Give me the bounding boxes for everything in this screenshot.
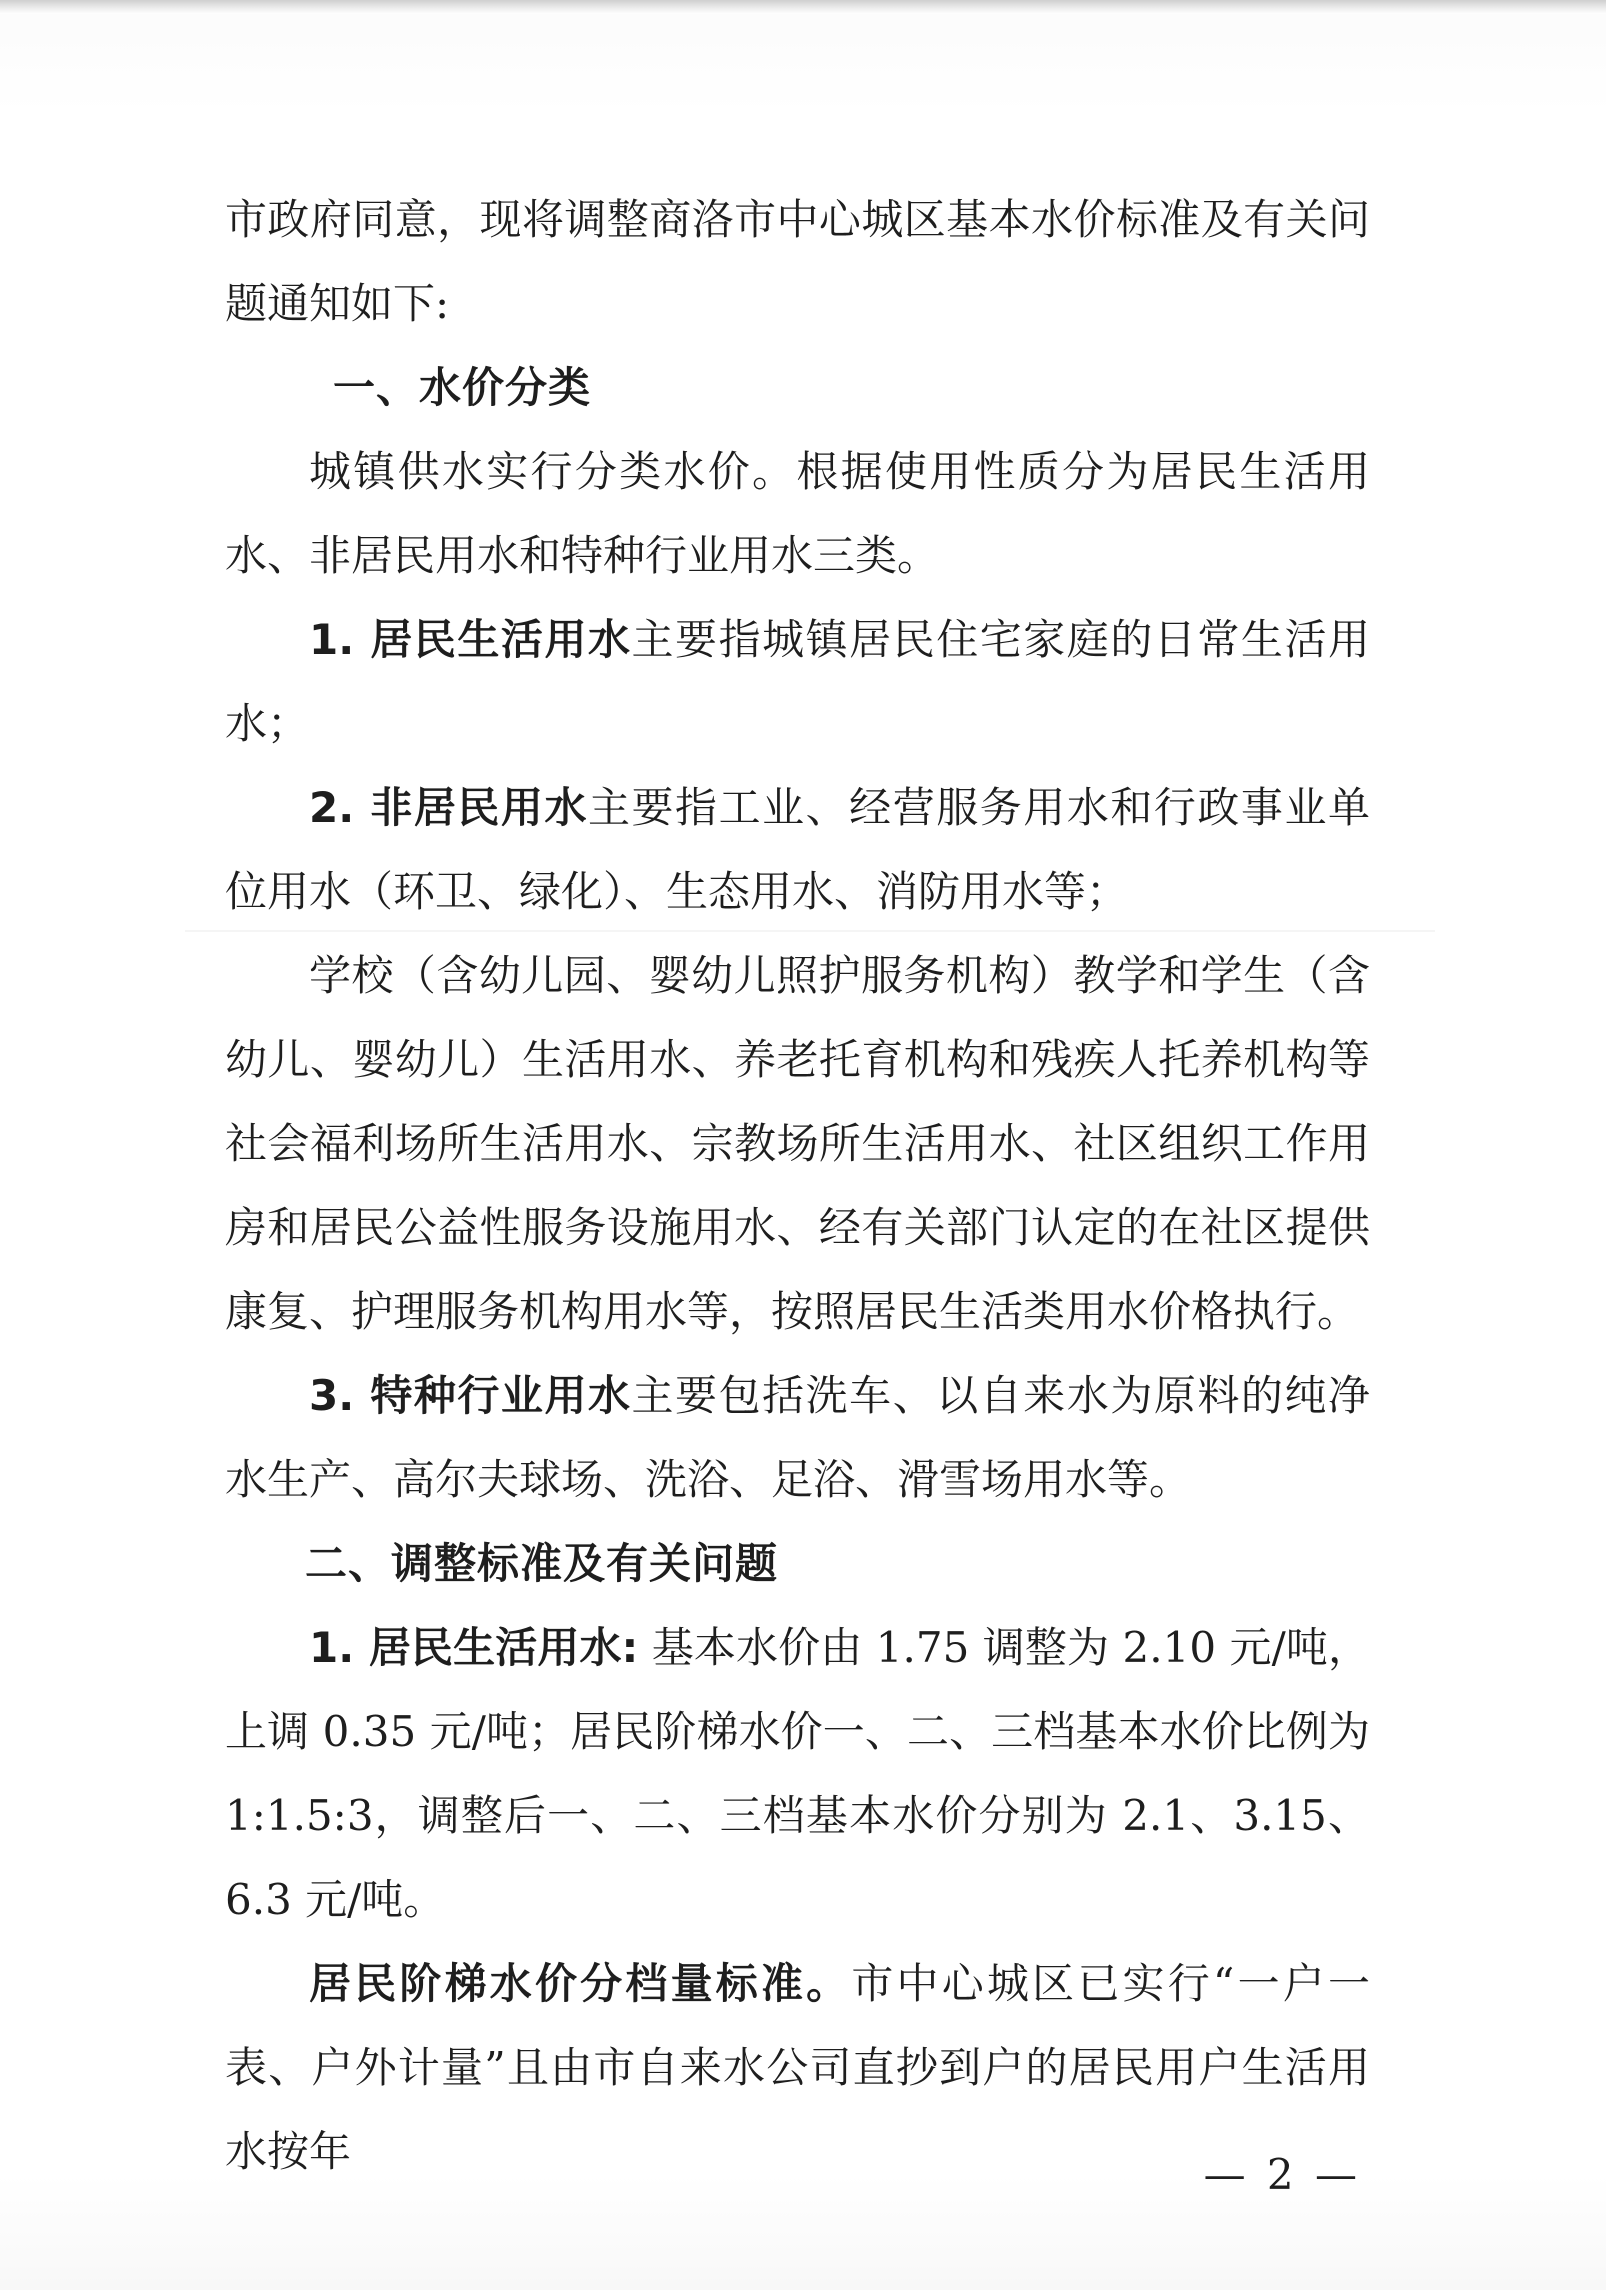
section-heading-adjustment-standards: 二、调整标准及有关问题 — [305, 1539, 779, 1588]
section-heading-water-price-classification: 一、水价分类 — [333, 363, 592, 412]
scan-top-edge — [0, 0, 1606, 14]
paragraph-intro: 市政府同意，现将调整商洛市中心城区基本水价标准及有关问题通知如下: — [225, 195, 1370, 328]
item-special-industry-lead: 3. 特种行业用水 — [309, 1371, 632, 1420]
item-residential-water — [225, 598, 1370, 766]
tier-volume-lead: 居民阶梯水价分档量标准。 — [309, 1959, 852, 2008]
item-residential-text: 主要指城镇居民住宅家庭的日常生活用水； — [225, 615, 1370, 748]
standard-residential-lead: 1. 居民生活用水: — [309, 1623, 639, 1672]
tier-volume-standard — [225, 1942, 1370, 2194]
item-non-residential-lead: 2. 非居民用水 — [309, 783, 588, 832]
item-residential-lead: 1. 居民生活用水 — [309, 615, 632, 664]
tier-volume-text: 市中心城区已实行“一户一表、户外计量”且由市自来水公司直抄到户的居民用户生活用水按年 — [225, 1959, 1370, 2176]
item-special-industry-text: 主要包括洗车、以自来水为原料的纯净水生产、高尔夫球场、洗浴、足浴、滑雪场用水等。 — [225, 1371, 1370, 1504]
item-special-industry-water — [225, 1354, 1370, 1522]
standard-residential-text: 基本水价由 1.75 调整为 2.10 元/吨，上调 0.35 元/吨；居民阶梯水价一、二、三档基本水价比例为 1:1.5:3，调整后一、二、三档基本水价分别为 2.1、3.15、6.3 元/吨。 — [225, 1623, 1370, 1924]
item-non-residential-text: 主要指工业、经营服务用水和行政事业单位用水（环卫、绿化）、生态用水、消防用水等； — [225, 783, 1370, 916]
document-body — [225, 178, 1370, 2194]
page-number: — 2 — — [1203, 2150, 1361, 2199]
paragraph-schools-welfare: 学校（含幼儿园、婴幼儿照护服务机构）教学和学生（含幼儿、婴幼儿）生活用水、养老托育机构和残疾人托养机构等社会福利场所生活用水、宗教场所生活用水、社区组织工作用房和居民公益性服务设施用水、经有关部门认定的在社区提供康复、护理服务机构用水等，按照居民生活类用水价格执行。 — [225, 951, 1370, 1336]
item-non-residential-water — [225, 766, 1370, 934]
paragraph-classification: 城镇供水实行分类水价。根据使用性质分为居民生活用水、非居民用水和特种行业用水三类。 — [225, 447, 1370, 580]
standard-residential-water — [225, 1606, 1370, 1942]
